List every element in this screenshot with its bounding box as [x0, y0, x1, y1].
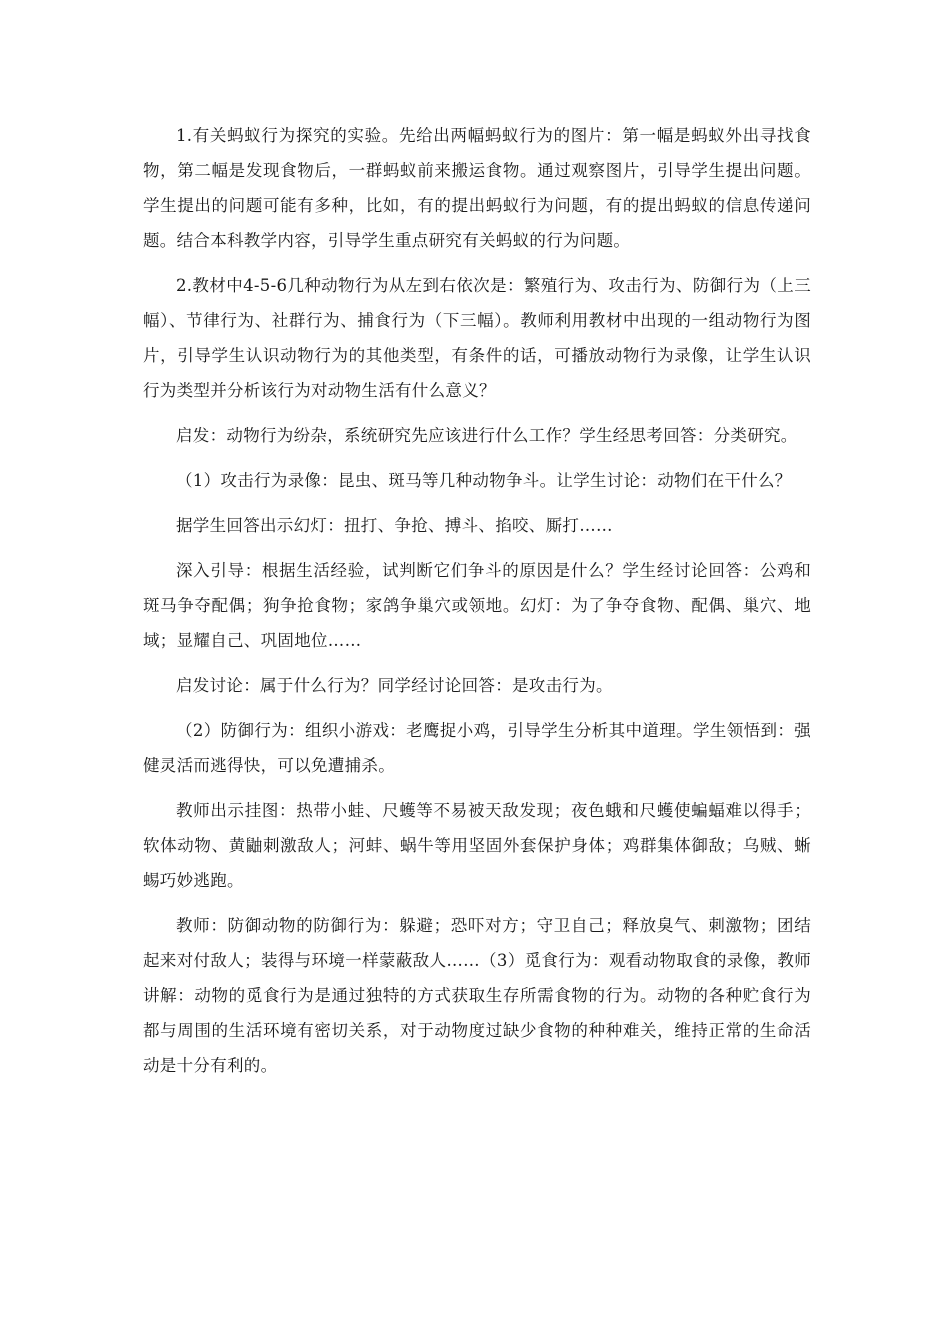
paragraph-deeper-guidance: 深入引导：根据生活经验，试判断它们争斗的原因是什么？学生经讨论回答：公鸡和斑马争夺配偶；狗争抢食物；家鸽争巢穴或领地。幻灯：为了争夺食物、配偶、巢穴、地域；显耀自己、巩固地位…… — [143, 561, 811, 650]
paragraph-ant-experiment: 1.有关蚂蚁行为探究的实验。先给出两幅蚂蚁行为的图片：第一幅是蚂蚁外出寻找食物，第二幅是发现食物后，一群蚂蚁前来搬运食物。通过观察图片，引导学生提出问题。学生提出的问题可能有多种，比如，有的提出蚂蚁行为问题，有的提出蚂蚁的信息传递问题。结合本科教学内容，引导学生重点研究有关蚂蚁的行为问题。 — [143, 126, 811, 250]
paragraph-wall-chart: 教师出示挂图：热带小蛙、尺蠖等不易被天敌发现；夜色蛾和尺蠖使蝙蝠难以得手；软体动物、黄鼬刺激敌人；河蚌、蜗牛等用坚固外套保护身体；鸡群集体御敌；乌贼、蜥蜴巧妙逃跑。 — [143, 801, 811, 890]
paragraph-defense-game: （2）防御行为：组织小游戏：老鹰捉小鸡，引导学生分析其中道理。学生领悟到：强健灵活而逃得快，可以免遭捕杀。 — [143, 721, 811, 775]
paragraph-inspiration: 启发：动物行为纷杂，系统研究先应该进行什么工作？学生经思考回答：分类研究。 — [176, 426, 798, 445]
paragraph-defense-foraging: 教师：防御动物的防御行为：躲避；恐吓对方；守卫自己；释放臭气、刺激物；团结起来对付敌人；装得与环境一样蒙蔽敌人……（3）觅食行为：观看动物取食的录像，教师讲解：动物的觅食行为是通过独特的方式获取生存所需食物的行为。动物的各种贮食行为都与周围的生活环境有密切关系，对于动物度过缺少食物的种种难关，维持正常的生命活动是十分有利的。 — [143, 916, 811, 1075]
document-body — [143, 118, 811, 1093]
paragraph-slide-answers: 据学生回答出示幻灯：扭打、争抢、搏斗、掐咬、厮打…… — [176, 516, 613, 535]
paragraph-attack-video: （1）攻击行为录像：昆虫、斑马等几种动物争斗。让学生讨论：动物们在干什么？ — [176, 471, 792, 490]
paragraph-discussion: 启发讨论：属于什么行为？同学经讨论回答：是攻击行为。 — [176, 676, 613, 695]
paragraph-behavior-types: 2.教材中4-5-6几种动物行为从左到右依次是：繁殖行为、攻击行为、防御行为（上三幅）、节律行为、社群行为、捕食行为（下三幅）。教师利用教材中出现的一组动物行为图片，引导学生认识动物行为的其他类型，有条件的话，可播放动物行为录像，让学生认识行为类型并分析该行为对动物生活有什么意义？ — [143, 276, 811, 400]
